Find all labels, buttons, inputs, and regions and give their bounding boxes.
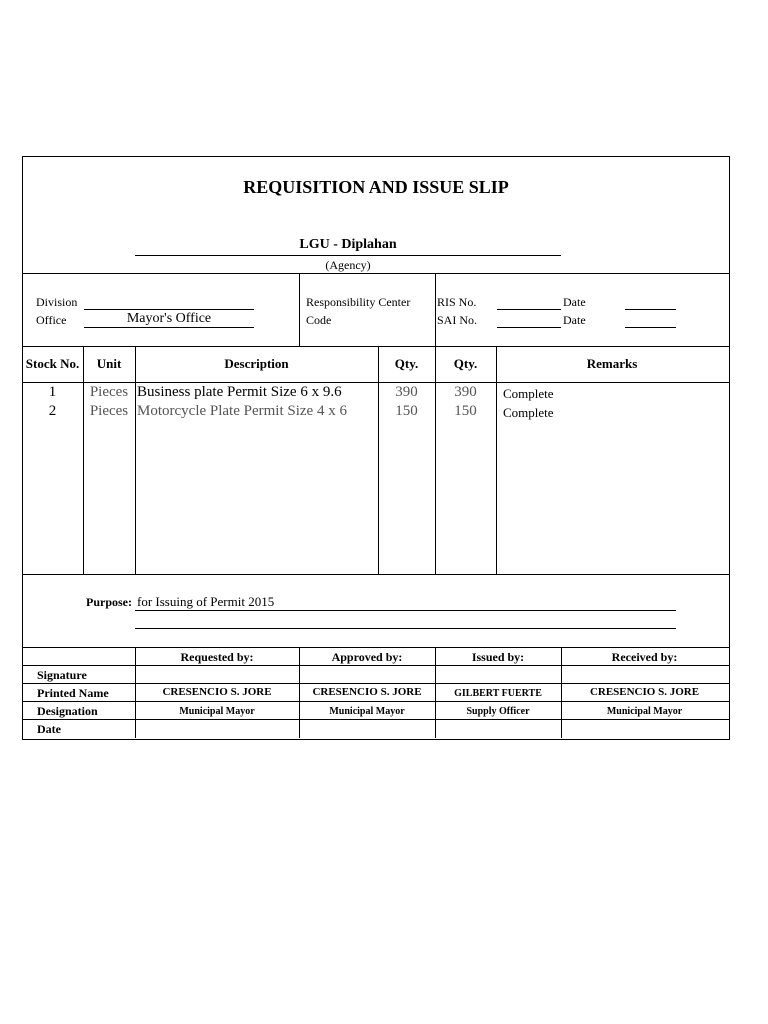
header-top-line	[22, 273, 729, 274]
row-1-remarks: Complete	[503, 386, 554, 401]
items-table-top-line	[22, 346, 729, 347]
col-header-qty-requested: Qty.	[394, 356, 419, 371]
date-label-1: Date	[563, 295, 586, 309]
printed-name-row-label: Printed Name	[37, 686, 109, 700]
agency-name: LGU - Diplahan	[299, 237, 397, 252]
signature-row-label: Signature	[37, 668, 87, 682]
approved-by-header: Approved by:	[331, 650, 403, 664]
row-2-unit: Pieces	[89, 403, 129, 419]
approved-by-printed-name: CRESENCIO S. JORE	[312, 686, 422, 698]
form-title: REQUISITION AND ISSUE SLIP	[243, 177, 509, 197]
items-col-divider-5	[496, 346, 497, 574]
date-field-line-1	[625, 309, 676, 310]
signature-row-line-2	[22, 683, 729, 684]
purpose-line-2	[135, 628, 676, 629]
signature-row-line-4	[22, 719, 729, 720]
requested-by-designation: Municipal Mayor	[179, 706, 255, 717]
date-field-line-2	[625, 327, 676, 328]
row-2-qty-requested: 150	[395, 403, 418, 419]
ris-no-label: RIS No.	[437, 295, 477, 309]
division-label: Division	[36, 295, 78, 309]
row-2-qty-issued: 150	[454, 403, 477, 419]
division-field-line	[84, 309, 254, 310]
agency-underline	[135, 255, 561, 256]
requested-by-header: Requested by:	[180, 650, 254, 664]
responsibility-center-label: Responsibility Center	[306, 295, 411, 309]
designation-row-label: Designation	[37, 704, 98, 718]
sai-no-label: SAI No.	[437, 313, 478, 327]
ris-no-field-line	[497, 309, 561, 310]
received-by-designation: Municipal Mayor	[606, 706, 683, 717]
items-col-divider-3	[378, 346, 379, 574]
items-col-divider-2	[135, 346, 136, 574]
row-1-unit: Pieces	[89, 384, 129, 400]
signature-row-line-1	[22, 665, 729, 666]
date-label-2: Date	[563, 313, 586, 327]
issued-by-header: Issued by:	[471, 650, 525, 664]
office-field-line	[84, 327, 254, 328]
items-header-bottom-line	[22, 382, 729, 383]
row-1-qty-requested: 390	[395, 384, 418, 400]
received-by-header: Received by:	[611, 650, 678, 664]
received-by-printed-name: CRESENCIO S. JORE	[589, 686, 700, 698]
approved-by-designation: Municipal Mayor	[329, 706, 405, 717]
row-2-remarks: Complete	[503, 405, 554, 420]
issued-by-designation: Supply Officer	[466, 706, 530, 717]
purpose-value: for Issuing of Permit 2015	[137, 594, 275, 609]
items-col-divider-4	[435, 346, 436, 574]
col-header-qty-issued: Qty.	[453, 356, 478, 371]
row-2-stock-no: 2	[48, 403, 57, 419]
col-header-unit: Unit	[96, 356, 122, 371]
date-row-label: Date	[37, 722, 61, 736]
col-header-description: Description	[224, 356, 289, 371]
office-label: Office	[36, 313, 67, 327]
row-1-qty-issued: 390	[454, 384, 477, 400]
signature-row-line-3	[22, 701, 729, 702]
header-divider-1	[299, 273, 300, 346]
header-divider-2	[435, 273, 436, 346]
sai-no-field-line	[497, 327, 561, 328]
purpose-label: Purpose:	[86, 595, 132, 609]
row-1-description: Business plate Permit Size 6 x 9.6	[137, 384, 342, 400]
col-header-remarks: Remarks	[586, 356, 638, 371]
col-header-stock-no: Stock No.	[25, 356, 80, 371]
purpose-line-1	[135, 610, 676, 611]
items-col-divider-1	[83, 346, 84, 574]
issued-by-printed-name: GILBERT FUERTE	[454, 688, 542, 699]
row-2-description: Motorcycle Plate Permit Size 4 x 6	[137, 403, 347, 419]
items-table-bottom-line	[22, 574, 729, 575]
row-1-stock-no: 1	[48, 384, 57, 400]
requested-by-printed-name: CRESENCIO S. JORE	[162, 686, 272, 698]
signature-table-top-line	[22, 647, 729, 648]
office-value: Mayor's Office	[126, 311, 212, 326]
agency-caption: (Agency)	[325, 258, 371, 272]
code-label: Code	[306, 313, 332, 327]
